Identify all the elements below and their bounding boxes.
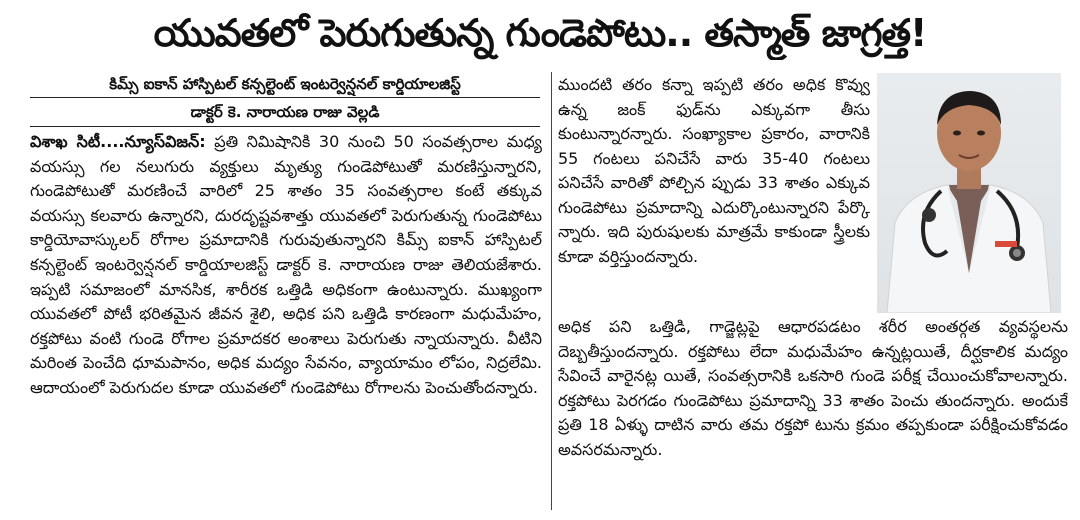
kicker-line-2: డాక్టర్ కె. నారాయణ రాజు వెల్లడి	[190, 103, 380, 121]
article-paragraph-right-top: ముందటి తరం కన్నా ఇప్పటి తరం అధిక కొవ్వు ఉన్న జంక్ ఫుడ్‌ను ఎక్కువగా తీసు కుంటున్నారన్నారు. సంఖ్యాకాల ప్రకారం, వారానికి 55 గంటలు పనిచేసే వారు 35-40 గంటలు పనిచేసే వారితో పోల్చిన ప్పుడు 33 శాతం ఎక్కువ గుండెపోటు ప్రమాదాన్ని ఎదుర్కొంటున్నారని పేర్కొ న్నారు. ఇది పురుషులకు మాత్రమే కాకుండా స్త్రీలకు కూడా వర్తిస్తుందన్నారు.	[558, 75, 870, 266]
kicker-divider-1	[30, 97, 540, 98]
dateline: విశాఖ సిటీ....న్యూస్‌విజన్:	[30, 132, 206, 151]
article-paragraph-left: ప్రతి నిమిషానికి 30 నుంచి 50 సంవత్సరాల మధ్య వయస్సు గల నలుగురు వ్యక్తులు మృత్యు గుండెపోటుతో మరణిస్తున్నారని, గుండెపోటుతో మరణించే వారిలో 25 శాతం 35 సంవత్సరాల కంటే తక్కువ వయస్సు కలవారు ఉన్నారని, దురదృష్టవశాత్తు యువతలో పెరుగుతున్న గుండెపోటు కార్డియోవాస్కులర్ రోగాల ప్రమాదానికి గురువుతున్నారని కిమ్స్ ఐకాన్ హాస్పిటల్ కన్సల్టెంట్ ఇంటర్వెన్షనల్ కార్డియాలజిస్ట్ డాక్టర్ కె. నారాయణ రాజు తెలియజేశారు. ఇప్పటి సమాజంలో మానసిక, శారీరక ఒత్తిడి అధికంగా ఉంటున్నారు. ముఖ్యంగా యువతలో పోటీ భరితమైన జీవన శైలి, అధిక పని ఒత్తిడి కారణంగా మధుమేహం, రక్తపోటు వంటి గుండె రోగాల ప్రమాదకర అంశాలు పెరుగుతు న్నాయన్నారు. వీటిని మరింత పెంచేది ధూమపానం, అధిక మద్యం సేవనం, వ్యాయామం లోపం, నిద్రలేమి. ఆదాయంలో పెరుగుదల కూడా యువతలో గుండెపోటు రోగాలను పెంచుతోందన్నారు.	[30, 132, 542, 397]
kicker-divider-2	[30, 126, 540, 127]
headline: యువతలో పెరుగుతున్న గుండెపోటు.. తస్మాత్ జాగ్రత్త!	[153, 11, 927, 55]
kicker-line-1: కిమ్స్ ఐకాన్ హాస్పిటల్ కన్సల్టెంట్ ఇంటర్వెన్షనల్ కార్డియాలజిస్ట్	[109, 75, 461, 93]
column-divider	[551, 72, 552, 510]
article-paragraph-right-bottom: అధిక పని ఒత్తిడి, గాడ్జెట్లపై ఆధారపడటం శరీర అంతర్గత వ్యవస్థలను దెబ్బతీస్తుందన్నారు. రక్తపోటు లేదా మధుమేహం ఉన్నట్లయితే, దీర్ఘకాలిక మద్యం సేవించే వారైనట్ల యితే, సంవత్సరానికి ఒకసారి గుండె పరీక్ష చేయించుకోవాలన్నారు. రక్తపోటు పెరగడం గుండెపోటు ప్రమాదాన్ని 33 శాతం పెంచు తుందన్నారు. అందుకే ప్రతి 18 ఏళ్ళు దాటిన వారు తమ రక్తపో టును క్రమం తప్పకుండా పరీక్షించుకోవడం అవసరమన్నారు.	[558, 317, 1068, 459]
doctor-portrait-image	[877, 73, 1061, 313]
doctor-photo	[877, 73, 1061, 313]
article-column-left	[30, 130, 542, 515]
